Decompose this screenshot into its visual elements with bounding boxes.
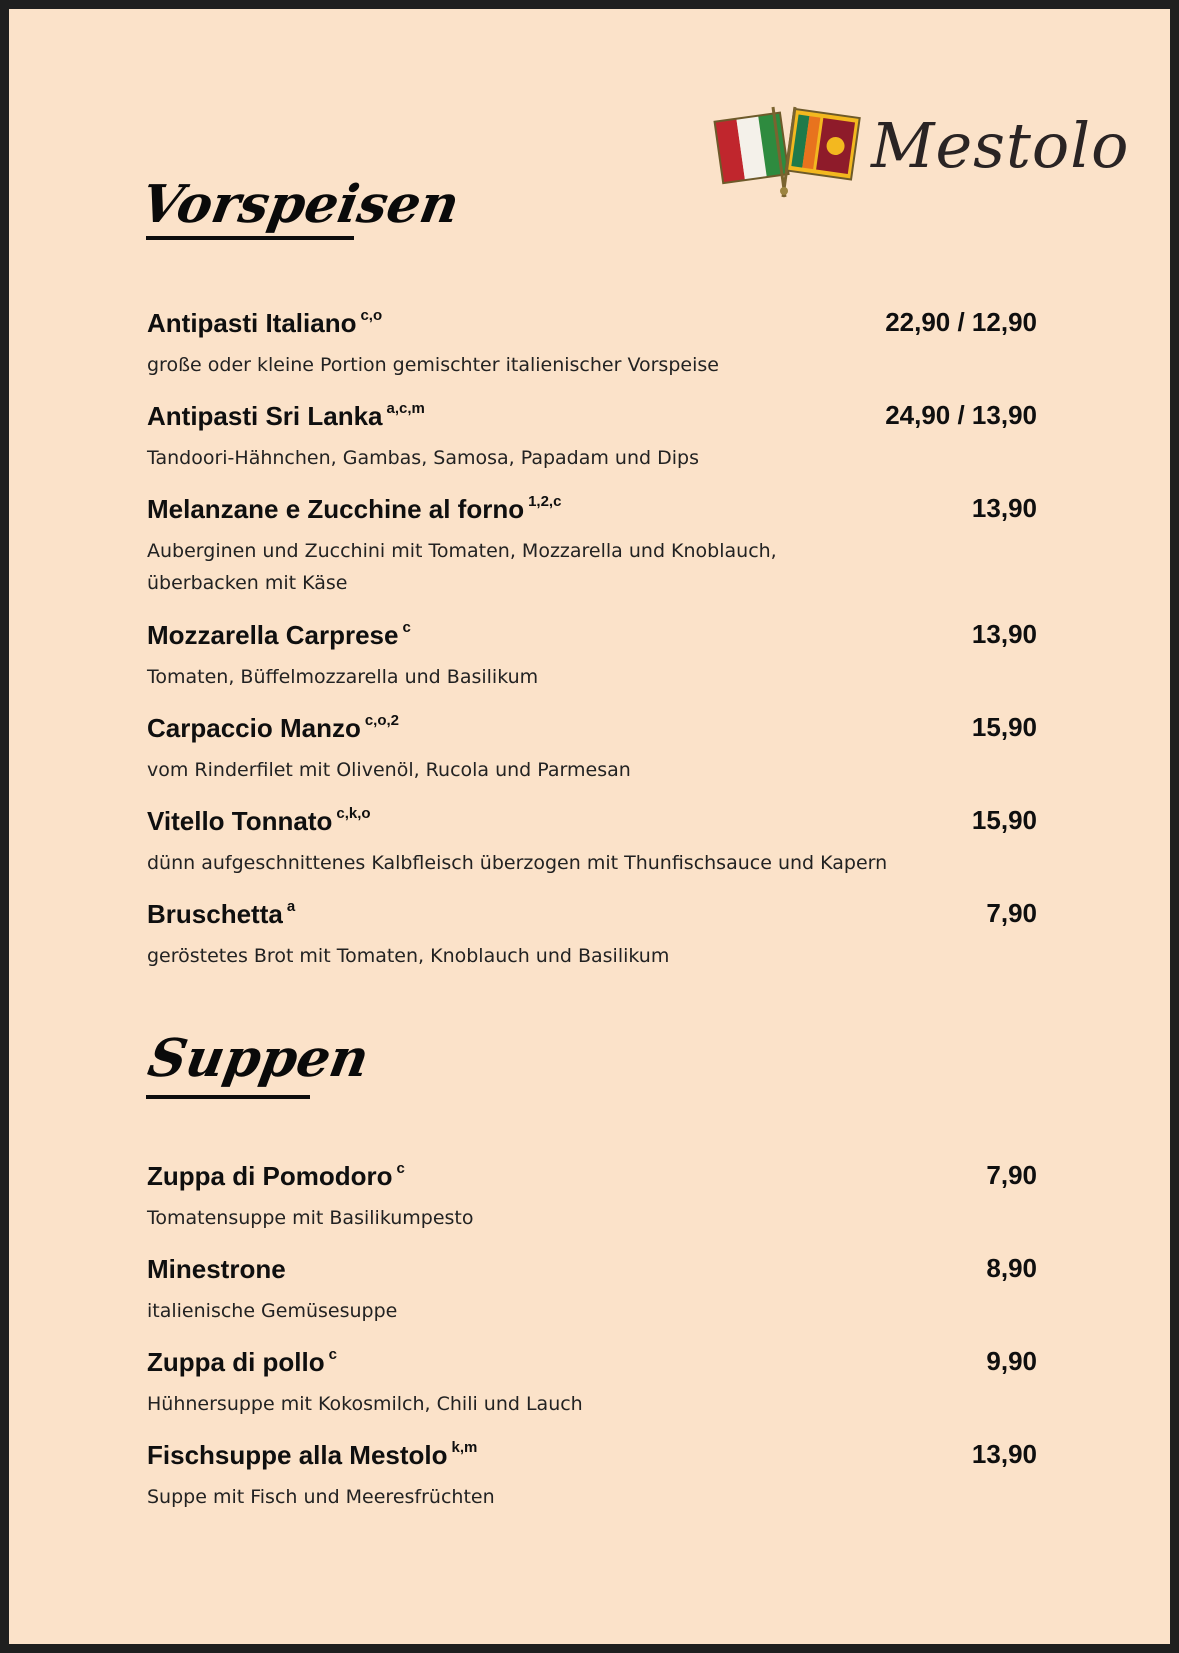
item-allergens: c: [402, 619, 411, 636]
item-price: 13,90: [971, 1439, 1037, 1469]
item-name: Zuppa di pollo: [147, 1347, 325, 1377]
item-allergens: c: [328, 1346, 337, 1363]
menu-item: [147, 1253, 1037, 1327]
item-price: 15,90: [971, 712, 1037, 742]
item-description: dünn aufgeschnittenes Kalbfleisch überzogen mit Thunfischsauce und Kapern: [147, 852, 888, 874]
item-price: 13,90: [971, 493, 1037, 523]
item-allergens: a: [286, 898, 296, 915]
section-title-vorspeisen: Vorspeisen: [136, 174, 464, 235]
item-description: italienische Gemüsesuppe: [147, 1300, 398, 1322]
menu-item: [147, 898, 1037, 972]
item-allergens: c: [396, 1160, 405, 1177]
sri-lanka-flag-icon: [786, 109, 860, 180]
item-price: 9,90: [986, 1346, 1037, 1376]
brand-name: Mestolo: [871, 109, 1130, 182]
menu-item: [147, 619, 1037, 693]
item-description: Tomaten, Büffelmozzarella und Basilikum: [147, 666, 539, 688]
item-description: Auberginen und Zucchini mit Tomaten, Mozzarella und Knoblauch, überbacken mit Käse: [147, 540, 777, 594]
brand-logo: [711, 101, 1130, 211]
menu-item: [147, 712, 1037, 786]
item-price: 7,90: [986, 898, 1037, 928]
item-price: 15,90: [971, 805, 1037, 835]
menu-item: [147, 400, 1037, 474]
item-allergens: c,k,o: [336, 805, 371, 822]
item-name: Vitello Tonnato: [147, 806, 333, 836]
item-name: Antipasti Sri Lanka: [147, 401, 383, 431]
item-description: Tomatensuppe mit Basilikumpesto: [147, 1207, 474, 1229]
item-description: große oder kleine Portion gemischter italienischer Vorspeise: [147, 354, 719, 376]
item-allergens: c,o: [360, 307, 383, 324]
section-underline: [146, 1095, 310, 1099]
item-description: Tandoori-Hähnchen, Gambas, Samosa, Papadam und Dips: [147, 447, 699, 469]
item-name: Carpaccio Manzo: [147, 713, 361, 743]
item-allergens: c,o,2: [364, 712, 400, 729]
item-description: vom Rinderfilet mit Olivenöl, Rucola und Parmesan: [147, 759, 631, 781]
menu-item: [147, 805, 1037, 879]
item-name: Zuppa di Pomodoro: [147, 1161, 393, 1191]
crossed-flags-icon: [711, 101, 861, 201]
item-allergens: a,c,m: [386, 400, 425, 417]
item-price: 24,90 / 13,90: [885, 400, 1037, 430]
item-price: 13,90: [971, 619, 1037, 649]
menu-item: [147, 1160, 1037, 1234]
menu-item: [147, 307, 1037, 381]
menu-page: [9, 9, 1170, 1644]
item-description: geröstetes Brot mit Tomaten, Knoblauch und Basilikum: [147, 945, 670, 967]
menu-item: [147, 1439, 1037, 1513]
item-price: 22,90 / 12,90: [885, 307, 1037, 337]
section-title-suppen: Suppen: [143, 1028, 374, 1089]
menu-item: [147, 1346, 1037, 1420]
item-name: Mozzarella Carprese: [147, 620, 399, 650]
item-price: 7,90: [986, 1160, 1037, 1190]
item-description: Suppe mit Fisch und Meeresfrüchten: [147, 1486, 495, 1508]
item-allergens: 1,2,c: [528, 493, 562, 510]
item-price: 8,90: [986, 1253, 1037, 1283]
item-description: Hühnersuppe mit Kokosmilch, Chili und Lauch: [147, 1393, 583, 1415]
menu-item: [147, 493, 1037, 599]
section-underline: [146, 236, 354, 240]
item-allergens: k,m: [451, 1439, 478, 1456]
item-name: Minestrone: [147, 1254, 286, 1284]
item-name: Fischsuppe alla Mestolo: [147, 1440, 448, 1470]
item-name: Antipasti Italiano: [147, 308, 357, 338]
item-name: Melanzane e Zucchine al forno: [147, 494, 525, 524]
item-name: Bruschetta: [147, 899, 283, 929]
